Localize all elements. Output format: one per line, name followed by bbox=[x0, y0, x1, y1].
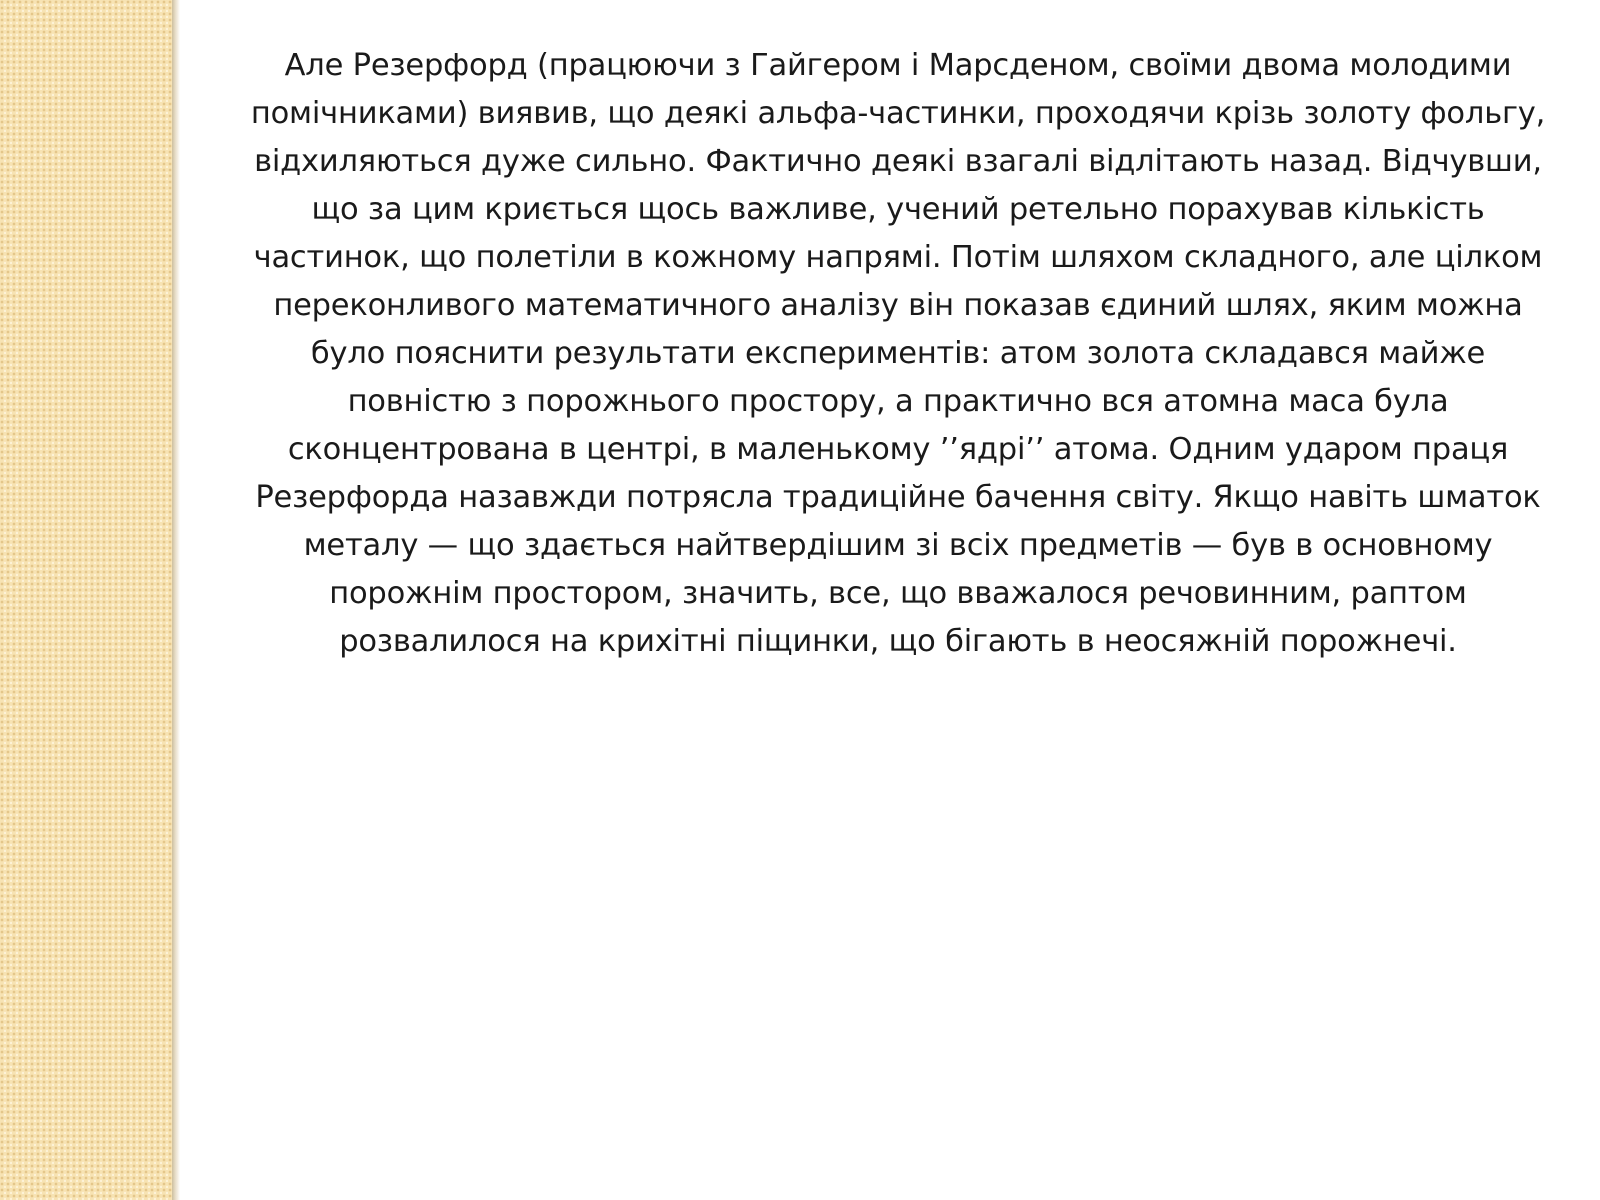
slide-body-text: Але Резерфорд (працюючи з Гайгером і Марсденом, своїми двома молодими помічниками) виявив, що деякі альфа-частинки, проходячи крізь золоту фольгу, відхиляються дуже сильно. Фактично деякі взагалі відлітають назад. Відчувши, що за цим криється щось важливе, учений ретельно порахував кількість частинок, що полетіли в кожному напрямі. Потім шляхом складного, але цілком переконливого математичного аналізу він показав єдиний шлях, яким можна було пояснити результати експериментів: атом золота складався майже повністю з порожнього простору, а практично вся атомна маса була сконцентрована в центрі, в маленькому ’’ядрі’’ атома. Одним ударом праця Резерфорда назавжди потрясла традиційне бачення світу. Якщо навіть шматок металу — що здається найтвердішим зі всіх предметів — був в основному порожнім простором, значить, все, що вважалося речовинним, раптом розвалилося на крихітні піщинки, що бігають в неосяжній порожнечі. bbox=[250, 48, 1546, 659]
decorative-side-band bbox=[0, 0, 172, 1200]
side-band-shadow bbox=[172, 0, 180, 1200]
